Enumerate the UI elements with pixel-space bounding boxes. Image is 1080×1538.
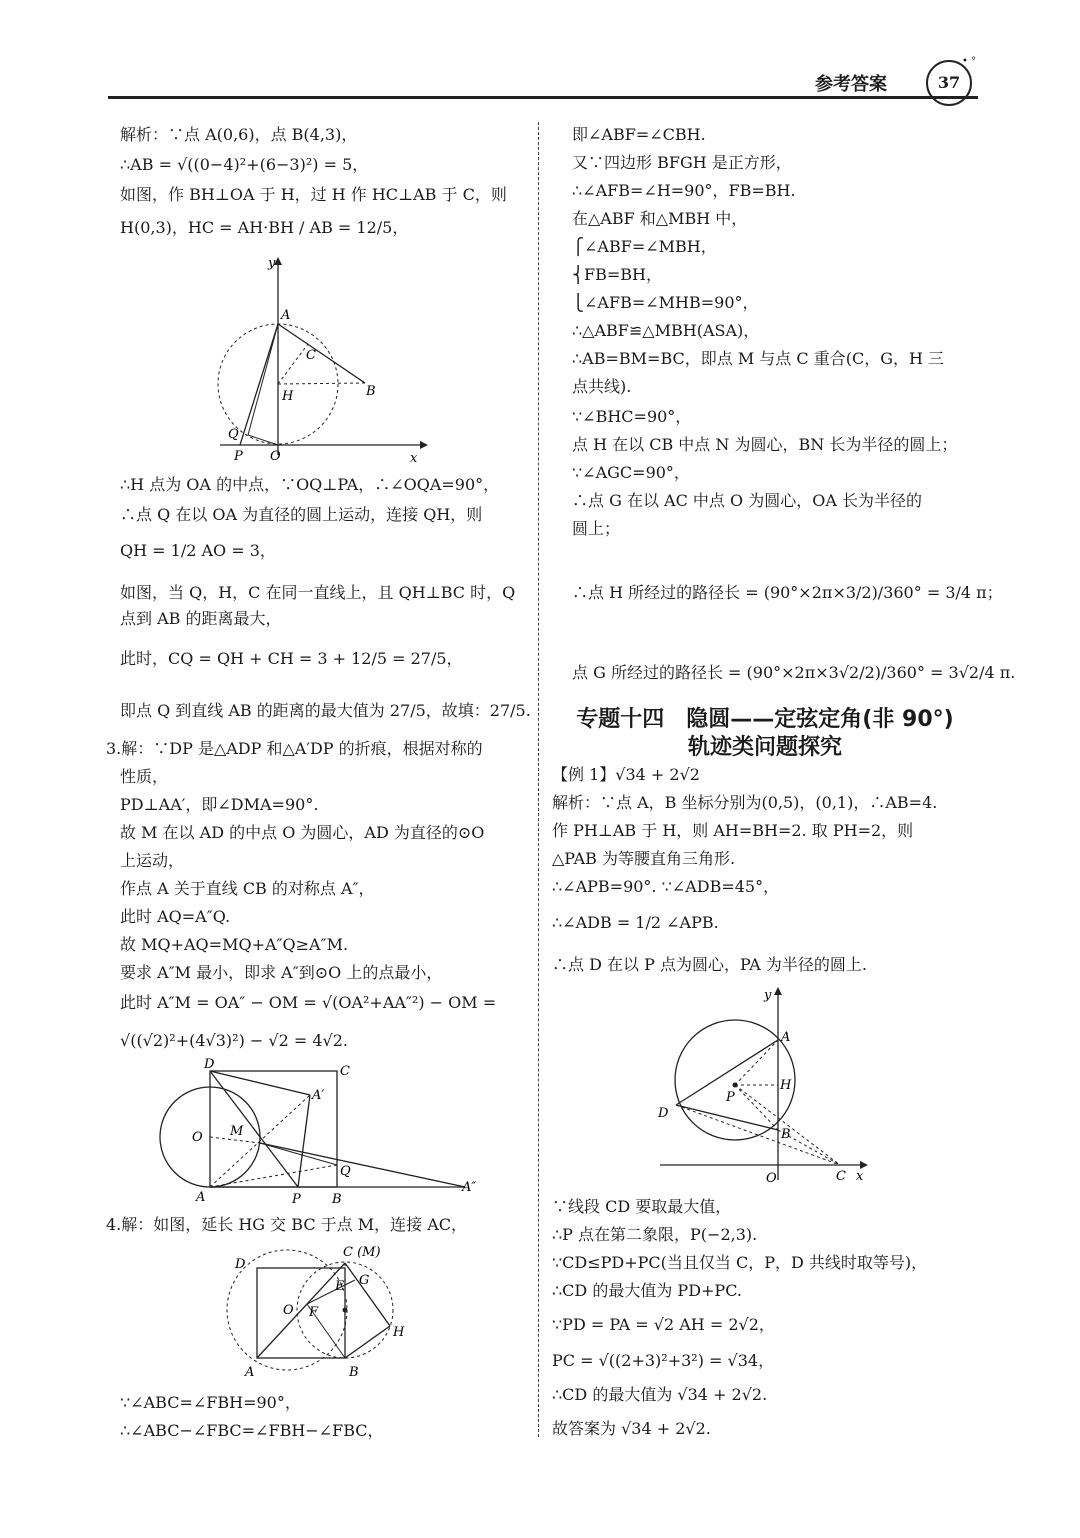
text-line: 点 H 在以 CB 中点 N 为圆心，BN 长为半径的圆上； — [572, 435, 958, 454]
fig2-label: A — [196, 1190, 206, 1205]
text-line: ∵∠AGC=90°， — [572, 463, 690, 482]
text-line: ⎧∠ABF=∠MBH， — [572, 237, 717, 256]
fig3-label: B — [349, 1365, 359, 1380]
text-line: ∴点 D 在以 P 点为圆心，PA 为半径的圆上. — [552, 955, 867, 974]
fig3-label: G — [359, 1273, 370, 1288]
text-line: 点 G 所经过的路径长 = (90°×2π×3√2/2)/360° = 3√2/4 π. — [572, 663, 1016, 682]
header-title: 参考答案 — [815, 74, 887, 95]
text-line: 在△ABF 和△MBH 中， — [572, 209, 748, 228]
fig2-label: P — [292, 1192, 301, 1207]
section-heading-sub: 轨迹类问题探究 — [687, 735, 842, 760]
text-line: ∴H 点为 OA 的中点，∵OQ⊥PA，∴∠OQA=90°， — [120, 475, 500, 494]
text-line: 4.解：如图，延长 HG 交 BC 于点 M，连接 AC， — [106, 1215, 467, 1234]
fig3-label: E — [335, 1279, 345, 1294]
text-line: PD⊥AA′，即∠DMA=90°. — [120, 795, 319, 814]
fig2-label: O — [192, 1130, 203, 1145]
text-line: ∴∠ABC−∠FBC=∠FBH−∠FBC， — [120, 1421, 384, 1440]
text-line: ∵∠ABC=∠FBH=90°， — [120, 1393, 301, 1412]
text-line: ∵PD = PA = √2 AH = 2√2， — [552, 1315, 775, 1334]
text-line: 此时 AQ=A″Q. — [120, 907, 231, 926]
text-line: 作 PH⊥AB 于 H，则 AH=BH=2. 取 PH=2，则 — [552, 821, 914, 840]
text-line: ∴点 Q 在以 OA 为直径的圆上运动，连接 QH，则 — [120, 505, 483, 524]
fig4-label: C — [836, 1169, 846, 1184]
text-line: ∴P 点在第二象限，P(−2,3). — [552, 1225, 758, 1244]
fig2-label: Q — [340, 1164, 351, 1179]
figure-1-circle-diagram — [210, 255, 435, 465]
text-line: ∴点 G 在以 AC 中点 O 为圆心，OA 长为半径的 — [572, 491, 922, 510]
fig4-label: B — [781, 1127, 791, 1142]
text-line: ∴点 H 所经过的路径长 = (90°×2π×3/2)/360° = 3/4 π； — [572, 583, 1003, 602]
text-line: 3.解：∵DP 是△ADP 和△A′DP 的折痕，根据对称的 — [106, 739, 483, 758]
decorative-dots-icon: • ° — [962, 56, 977, 67]
fig2-label: C — [340, 1064, 350, 1079]
fig1-label: A — [281, 308, 291, 323]
text-line: 要求 A″M 最小，即求 A″到⊙O 上的点最小， — [120, 963, 443, 982]
text-line: 点到 AB 的距离最大， — [120, 609, 282, 628]
fig4-label: H — [780, 1078, 792, 1093]
text-line: ∴∠AFB=∠H=90°，FB=BH. — [572, 181, 796, 200]
text-line: 【例 1】√34 + 2√2 — [552, 765, 700, 784]
figure-2-fold-diagram — [150, 1055, 490, 1210]
fig1-label: Q — [228, 427, 239, 442]
text-line: QH = 1/2 AO = 3， — [120, 541, 276, 560]
text-line: 性质， — [120, 767, 169, 786]
text-line: ∴∠APB=90°. ∵∠ADB=45°， — [552, 877, 780, 896]
text-line: 解析：∵点 A，B 坐标分别为(0,5)，(0,1)，∴AB=4. — [552, 793, 938, 812]
text-line: ⎩∠AFB=∠MHB=90°， — [572, 293, 759, 312]
text-line: 此时，CQ = QH + CH = 3 + 12/5 = 27/5， — [120, 649, 463, 668]
text-line: 故答案为 √34 + 2√2. — [552, 1419, 711, 1438]
fig4-label: x — [856, 1169, 864, 1184]
fig1-label: C — [306, 348, 316, 363]
text-line: ∴AB=BM=BC，即点 M 与点 C 重合(C，G，H 三 — [572, 349, 945, 368]
fig3-label: D — [235, 1257, 246, 1272]
text-line: ∴CD 的最大值为 √34 + 2√2. — [552, 1385, 768, 1404]
figure-3-square-diagram — [225, 1238, 415, 1388]
text-line: √((√2)²+(4√3)²) − √2 = 4√2. — [120, 1031, 348, 1050]
fig4-label: y — [764, 988, 772, 1003]
text-line: ∵线段 CD 要取最大值， — [552, 1197, 732, 1216]
text-line: 此时 A″M = OA″ − OM = √(OA²+AA″²) − OM = — [120, 993, 497, 1012]
fig2-label: B — [332, 1192, 342, 1207]
text-line: ⎨FB=BH， — [572, 265, 662, 284]
fig1-label: B — [366, 384, 376, 399]
text-line: △PAB 为等腰直角三角形. — [552, 849, 736, 868]
text-line: 圆上； — [572, 519, 621, 538]
column-divider — [538, 122, 539, 1437]
fig1-label: O — [270, 449, 281, 464]
text-line: 又∵四边形 BFGH 是正方形， — [572, 153, 792, 172]
text-line: 即∠ABF=∠CBH. — [572, 125, 706, 144]
text-line: ∴AB = √((0−4)²+(6−3)²) = 5， — [120, 155, 369, 174]
fig4-label: P — [726, 1090, 735, 1105]
text-line: 如图，当 Q，H，C 在同一直线上，且 QH⊥BC 时，Q — [120, 583, 516, 602]
text-line: 作点 A 关于直线 CB 的对称点 A″， — [120, 879, 375, 898]
fig3-label: A — [245, 1365, 255, 1380]
fig3-label: C (M) — [343, 1245, 381, 1260]
fig2-label: A′ — [312, 1088, 325, 1103]
text-line: 上运动， — [120, 851, 185, 870]
fig3-label: O — [283, 1303, 294, 1318]
fig4-label: O — [766, 1171, 777, 1186]
text-line: 如图，作 BH⊥OA 于 H，过 H 作 HC⊥AB 于 C，则 — [120, 185, 507, 204]
text-line: 解析：∵点 A(0,6)，点 B(4,3)， — [120, 125, 358, 144]
fig2-label: A″ — [462, 1180, 477, 1195]
text-line: 故 M 在以 AD 的中点 O 为圆心，AD 为直径的⊙O — [120, 823, 485, 842]
text-line: ∴∠ADB = 1/2 ∠APB. — [552, 913, 719, 932]
text-line: 故 MQ+AQ=MQ+A″Q≥A″M. — [120, 935, 349, 954]
fig4-label: D — [658, 1106, 669, 1121]
fig2-label: M — [230, 1124, 244, 1139]
section-heading: 专题十四 隐圆——定弦定角(非 90°) — [576, 707, 954, 732]
fig2-label: D — [204, 1057, 215, 1072]
page-number: 37 — [926, 60, 972, 106]
text-line: 点共线). — [572, 377, 632, 396]
fig3-label: H — [393, 1325, 405, 1340]
fig1-label: x — [410, 451, 418, 465]
text-line: ∴△ABF≌△MBH(ASA)， — [572, 321, 760, 340]
text-line: ∵∠BHC=90°， — [572, 407, 692, 426]
text-line: ∴CD 的最大值为 PD+PC. — [552, 1281, 742, 1300]
header-rule — [108, 96, 978, 99]
text-line: 即点 Q 到直线 AB 的距离的最大值为 27/5，故填：27/5. — [120, 701, 531, 720]
fig1-label: P — [234, 449, 243, 464]
text-line: H(0,3)，HC = AH·BH / AB = 12/5， — [120, 218, 409, 237]
fig1-label: y — [268, 256, 276, 271]
fig4-label: A — [781, 1030, 791, 1045]
figure-4-coordinate-diagram — [650, 985, 880, 1190]
fig3-label: F — [309, 1305, 319, 1320]
fig1-label: H — [282, 389, 294, 404]
text-line: PC = √((2+3)²+3²) = √34， — [552, 1351, 775, 1370]
text-line: ∵CD≤PD+PC(当且仅当 C，P，D 共线时取等号)， — [552, 1253, 928, 1272]
